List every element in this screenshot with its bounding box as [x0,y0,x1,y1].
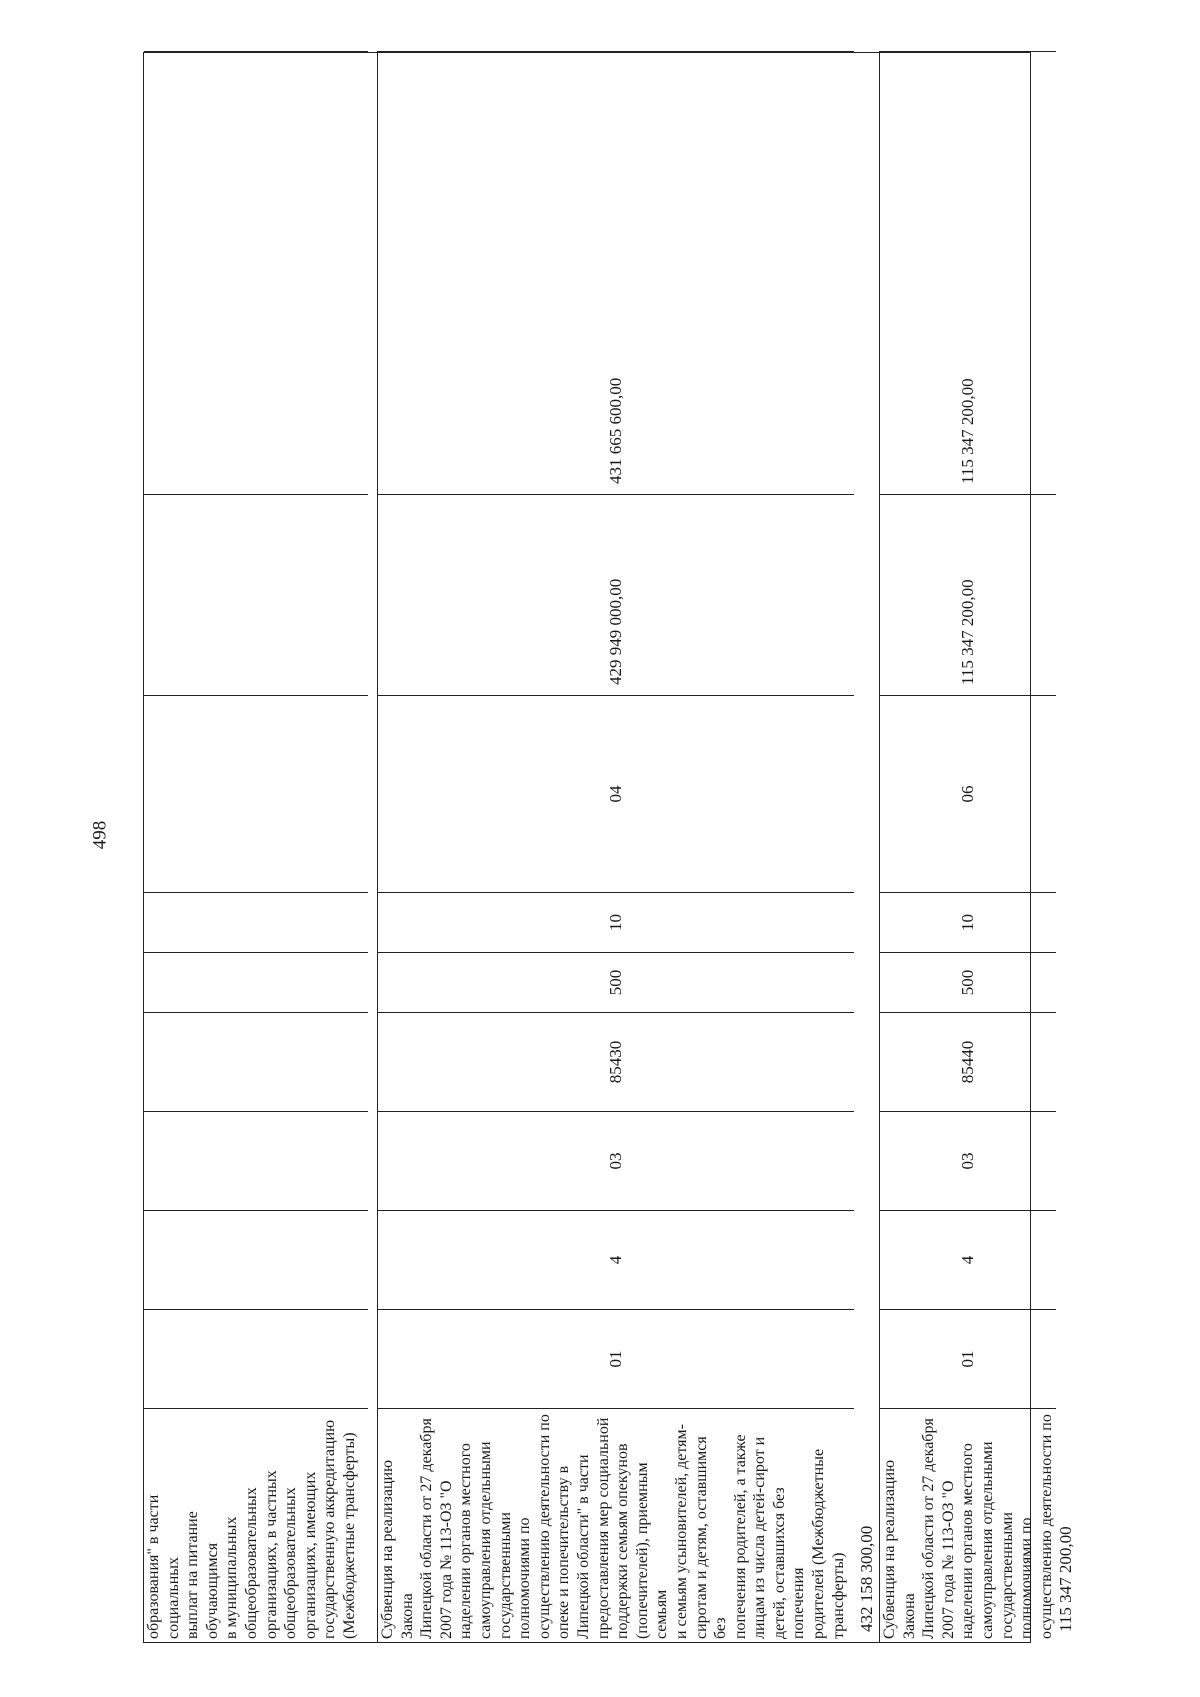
description-line: в муниципальных [223,1516,241,1639]
event-code-cell: 03 [378,1111,854,1210]
section-code-cell [144,892,368,952]
description-line: Липецкой области от 27 декабря [920,1418,938,1639]
table-row [144,51,378,1642]
row-description [880,1408,1056,1642]
table-row [378,51,880,1642]
description-line: Липецкой области" в части [574,1454,592,1639]
page-number: 498 [89,820,110,850]
description-line: опеке и попечительству в [555,1465,573,1639]
budget-table [143,52,1076,1643]
amount-year2-cell: 431 665 600,00 [378,51,854,494]
description-line: полномочиями по [516,1517,534,1639]
description-line: 2007 года № 113-ОЗ "О [437,1480,455,1639]
description-line: и семьям усыновителей, детям- [672,1424,690,1639]
description-line: Липецкой области от 27 декабря [418,1418,436,1639]
description-line: (Межбюджетные трансферты) [340,1432,358,1639]
description-line: самоуправления отдельными [476,1441,494,1639]
description-line: организациях, имеющих [301,1471,319,1639]
description-line: попечения родителей, а также [731,1434,749,1639]
direction-code-cell: 85430 [378,1012,854,1111]
section-code-cell: 10 [378,892,854,952]
section-code-cell: 10 [880,892,1056,952]
description-line: наделении органов местного [959,1443,977,1639]
description-line: общеобразовательных [282,1487,300,1639]
budget-table-container [143,52,1076,1643]
description-line: образования" в части социальных [145,1494,182,1639]
description-line: предоставления мер социальной [594,1417,612,1639]
row-description [144,1408,368,1642]
amount-year1-cell: 115 347 200,00 [880,494,1056,695]
program-code-cell: 01 [378,1309,854,1408]
expense-type-cell: 500 [880,952,1056,1012]
description-line: самоуправления отдельными [978,1441,996,1639]
subsection-code-cell: 04 [378,695,854,892]
description-line: государственную аккредитацию [321,1419,339,1639]
amount-year3-cell [368,1408,377,1642]
description-line: выплат на питание обучающимся [184,1511,221,1639]
amount-year2-cell: 115 347 200,00 [880,51,1056,494]
description-line: сиротам и детям, оставшимся без [692,1436,730,1639]
description-line: осуществлению деятельности по [1037,1414,1055,1639]
expense-type-cell: 500 [378,952,854,1012]
description-line: детей, оставшихся без попечения [770,1487,808,1639]
amount-year1-cell [144,494,368,695]
description-line: Субвенция на реализацию Закона [881,1459,918,1639]
program-code-cell: 01 [880,1309,1056,1408]
table-row [880,51,1076,1642]
subprogram-code-cell [144,1210,368,1309]
row-description [378,1408,854,1642]
amount-year3-cell: 432 158 300,00 [856,1525,876,1632]
description-line: наделении органов местного [457,1443,475,1639]
description-line: 2007 года № 113-ОЗ "О [939,1480,957,1639]
description-line: полномочиями по [1018,1517,1036,1639]
subprogram-code-cell: 4 [880,1210,1056,1309]
subsection-code-cell [144,695,368,892]
description-line: общеобразовательных [242,1487,260,1639]
direction-code-cell [144,1012,368,1111]
description-line: Субвенция на реализацию Закона [379,1459,416,1639]
description-line: (попечителей), приемным семьям [633,1462,671,1639]
description-line: родителей (Межбюджетные [810,1448,828,1639]
subprogram-code-cell: 4 [378,1210,854,1309]
expense-type-cell [144,952,368,1012]
program-code-cell [144,1309,368,1408]
description-line: осуществлению деятельности по [535,1414,553,1639]
description-line: поддержки семьям опекунов [614,1443,632,1639]
amount-year1-cell: 429 949 000,00 [378,494,854,695]
description-line: трансферты) [829,1552,847,1639]
amount-year3-cell: 115 347 200,00 [1056,1526,1076,1632]
description-line: лицам из числа детей-сирот и [751,1436,769,1639]
event-code-cell [144,1111,368,1210]
description-line: государственными [998,1512,1016,1639]
description-line: организациях, в частных [262,1470,280,1639]
subsection-code-cell: 06 [880,695,1056,892]
event-code-cell: 03 [880,1111,1056,1210]
direction-code-cell: 85440 [880,1012,1056,1111]
description-line: государственными [496,1512,514,1639]
amount-year2-cell [144,51,368,494]
